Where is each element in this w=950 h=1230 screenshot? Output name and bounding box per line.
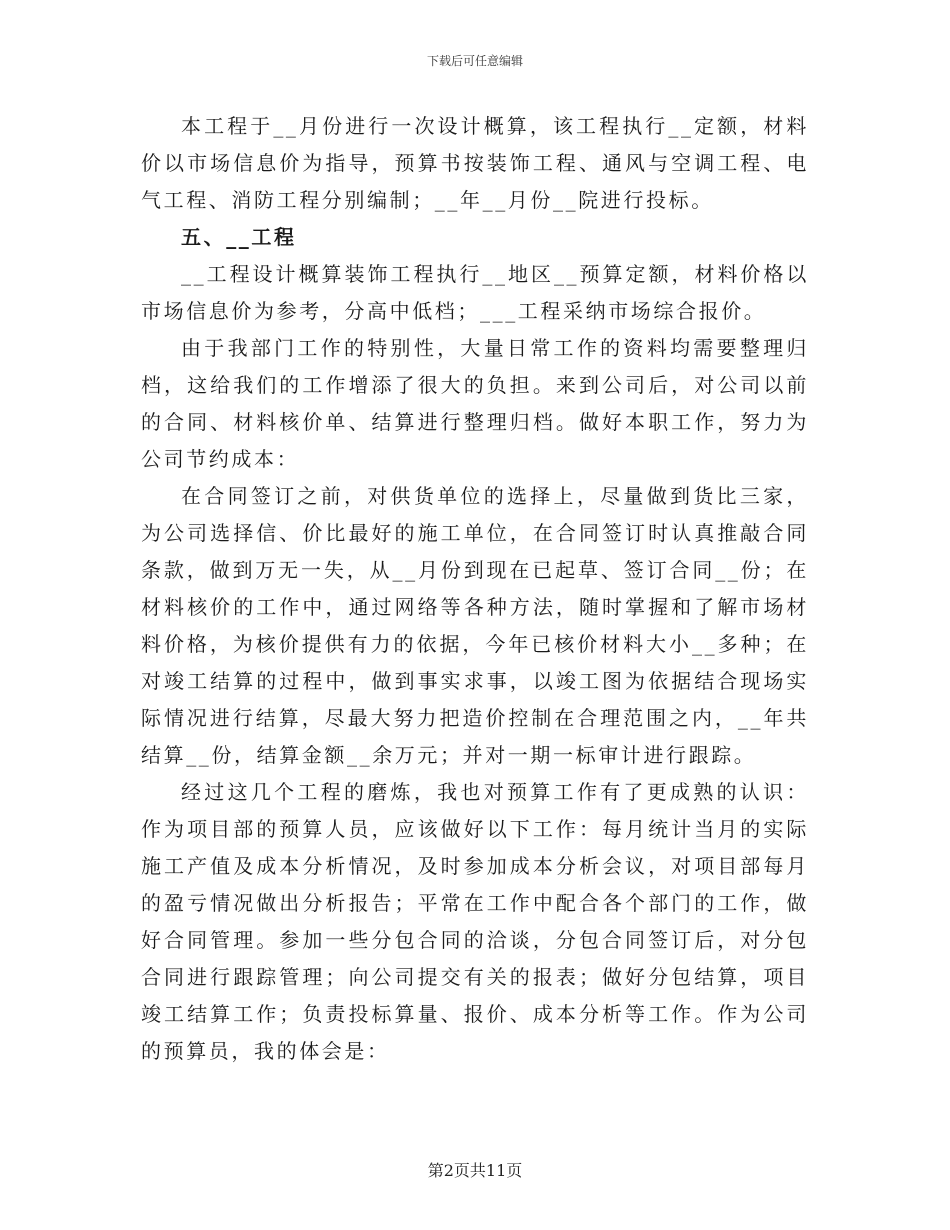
section-heading: 五、__工程 <box>181 225 297 249</box>
paragraph-3: 由于我部门工作的特别性，大量日常工作的资料均需要整理归档，这给我们的工作增添了很大的负担。来到公司后，对公司以前的合同、材料核价单、结算进行整理归档。做好本职工作，努力为公司节约成本： <box>141 336 809 471</box>
paragraph-2: __工程设计概算装饰工程执行__地区__预算定额，材料价格以市场信息价为参考，分高中低档；___工程采纳市场综合报价。 <box>141 262 809 323</box>
document-body <box>141 108 809 1070</box>
paragraph-5: 经过这几个工程的磨炼，我也对预算工作有了更成熟的认识：作为项目部的预算人员，应该做好以下工作：每月统计当月的实际施工产值及成本分析情况，及时参加成本分析会议，对项目部每月的盈亏情况做出分析报告；平常在工作中配合各个部门的工作，做好合同管理。参加一些分包合同的洽谈，分包合同签订后，对分包合同进行跟踪管理；向公司提交有关的报表；做好分包结算，项目竣工结算工作；负责投标算量、报价、成本分析等工作。作为公司的预算员，我的体会是： <box>141 780 809 1063</box>
page-number: 第2页共11页 <box>427 1161 523 1180</box>
paragraph-1: 本工程于__月份进行一次设计概算，该工程执行__定额，材料价以市场信息价为指导，预算书按装饰工程、通风与空调工程、电气工程、消防工程分别编制；__年__月份__院进行投标。 <box>141 114 809 212</box>
header-note: 下载后可任意编辑 <box>426 54 523 68</box>
paragraph-4: 在合同签订之前，对供货单位的选择上，尽量做到货比三家，为公司选择信、价比最好的施工单位，在合同签订时认真推敲合同条款，做到万无一失，从__月份到现在已起草、签订合同__份；在材料核价的工作中，通过网络等各种方法，随时掌握和了解市场材料价格，为核价提供有力的依据，今年已核价材料大小__多种；在对竣工结算的过程中，做到事实求事，以竣工图为依据结合现场实际情况进行结算，尽最大努力把造价控制在合理范围之内，__年共结算__份，结算金额__余万元；并对一期一标审计进行跟踪。 <box>141 484 809 767</box>
